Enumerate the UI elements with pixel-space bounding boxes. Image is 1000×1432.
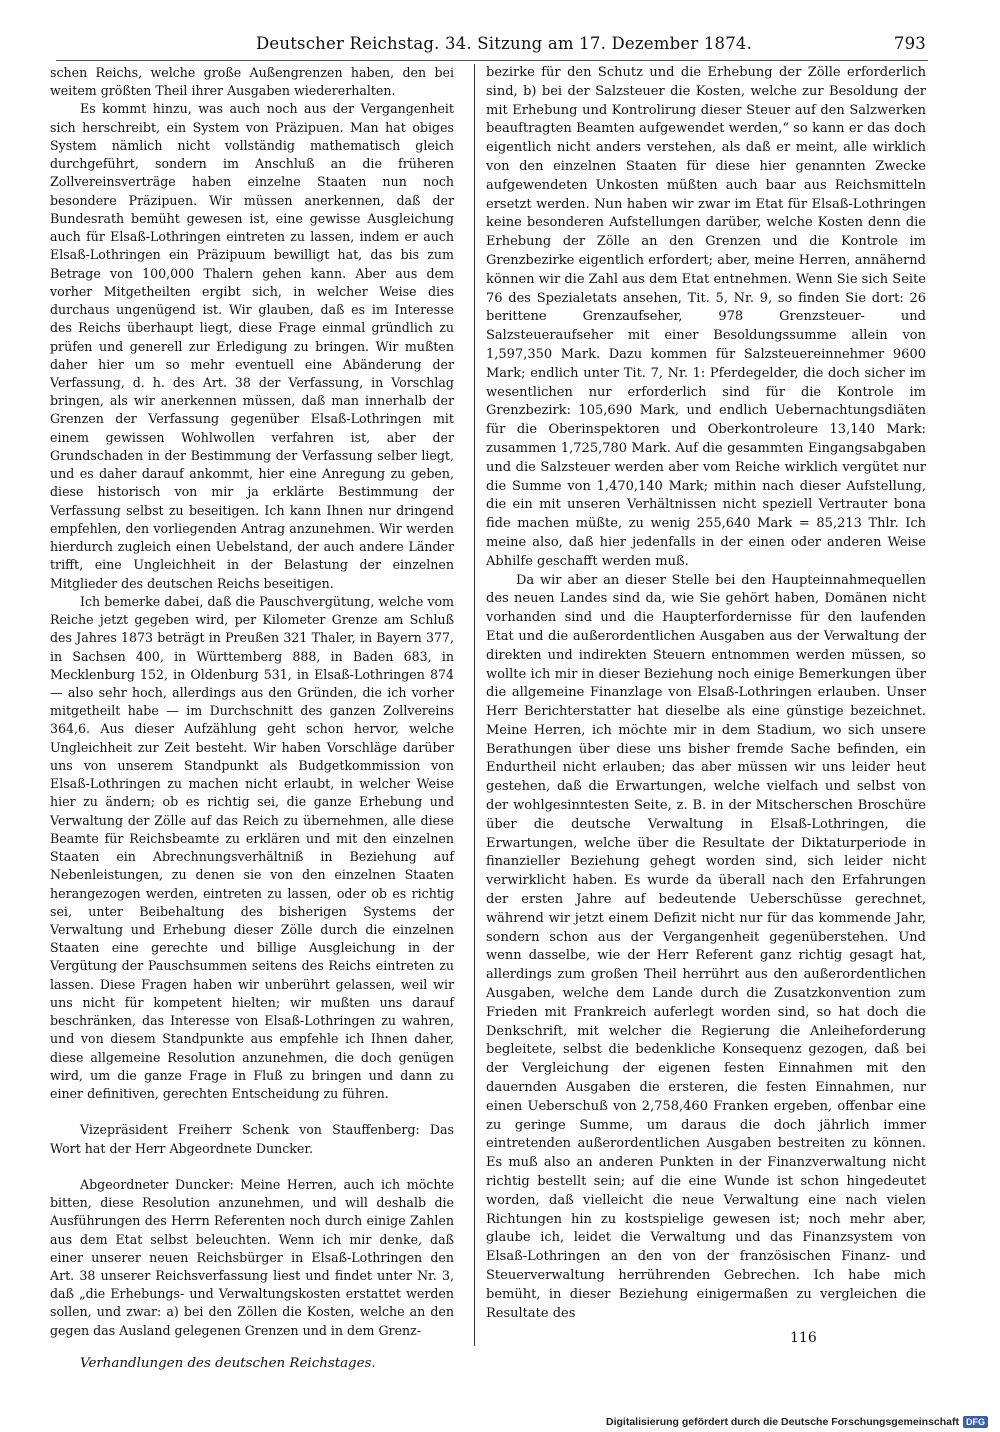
footer-signature: 116: [790, 1330, 817, 1346]
dfg-logo: DFG: [963, 1416, 988, 1428]
digitization-text: Digitalisierung gefördert durch die Deutsche Forschungsgemeinschaft: [606, 1416, 959, 1428]
right-column: [486, 64, 926, 1323]
speaker-paragraph: Vizepräsident Freiherr Schenk von Stauffenberg: Das Wort hat der Herr Abgeordnete Duncker.: [50, 1122, 454, 1156]
paragraph: Da wir aber an dieser Stelle bei den Haupteinnahmequellen des neuen Landes sind da, wie Sie gehört haben, Domänen nicht vorhanden sind und die Haupterfordernisse für den laufenden Etat und die außerordentlichen Ausgaben aus der Verwaltung der direkten und indirekten Steuern entnommen werden müssen, so wollte ich mir in dieser Beziehung noch einige Bemerkungen über die allgemeine Finanzlage von Elsaß-Lothringen erlauben. Unser Herr Berichterstatter hat dieselbe als eine günstige bezeichnet. Meine Herren, ich möchte mir in dem Stadium, wo sich unsere Berathungen über diese uns bisher fremde Sache befinden, ein Endurtheil nicht erlauben; das aber müssen wir uns leider heut gestehen, daß die Erwartungen, welche vielfach und selbst von der wohlgesinntesten Seite, z. B. in der Mitscherschen Broschüre über die deutsche Verwaltung in Elsaß-Lothringen, die Erwartungen, welche über die Resultate der Diktaturperiode in finanzieller Beziehung gehegt worden sind, sich leider nicht verwirklicht haben. Es wurde da überall nach den Erfahrungen der ersten Jahre auf bedeutende Ueberschüsse gerechnet, während wir jetzt einem Defizit nicht nur für das kommende Jahr, sondern schon aus der Vergangenheit gegenüberstehen. Und wenn dasselbe, wie der Herr Referent ganz richtig gesagt hat, allerdings zum großen Theil herrührt aus den außerordentlichen Ausgaben, welche dem Lande durch die Zusatzkonvention zum Frieden mit Frankreich auferlegt worden sind, so hat doch die Denkschrift, mit welcher die Regierung die Anleiheforderung begleitete, selbst die bedenkliche Konsequenz gezogen, daß bei der Vergleichung der eigenen festen Einnahmen mit den dauernden Ausgaben die ersteren, die festen Einnahmen, nur einen Ueberschuß von 2,758,460 Franken ergeben, offenbar eine zu geringe Summe, um daraus die doch jährlich immer eintretenden außerordentlichen Ausgaben bestreiten zu können. Es muß also an anderen Punkten in der Finanzverwaltung nicht richtig bestellt sein; auf die eine Wunde ist schon hingedeutet worden, daß vielleicht die neue Verwaltung eine nach vielen Richtungen hin zu kostspielige gewesen ist; noch mehr aber, glaube ich, leidet die Verwaltung und das Finanzsystem von Elsaß-Lothringen an den von der französischen Finanz- und Steuerverwaltung herrührenden Gebrechen. Ich habe mich bemüht, in dieser Beziehung einigermaßen zu vergleichen die Resultate des: [486, 572, 926, 1321]
left-column: [50, 64, 454, 1338]
paragraph: Es kommt hinzu, was auch noch aus der Vergangenheit sich herschreibt, ein System von Präzipuen. Man hat obiges System nämlich nicht vollständig mathematisch gleich durchgeführt, sondern im Anschluß an die früheren Zollvereinsverträge haben einzelne Staaten nun noch besondere Präzipuen. Wir müssen anerkennen, daß der Bundesrath bemüht gewesen ist, eine gewisse Ausgleichung auch für Elsaß-Lothringen eintreten zu lassen, indem er auch Elsaß-Lothringen ein Präzipuum bewilligt hat, das bis zum Betrage von 100,000 Thalern gehen kann. Aber aus dem vorher Mitgetheilten ergibt sich, in welcher Weise dies durchaus ungenügend ist. Wir glauben, daß es im Interesse des Reichs überhaupt liegt, diese Frage einmal gründlich zu prüfen und generell zur Erledigung zu bringen. Wir mußten daher hier um so mehr eventuell eine Abänderung der Verfassung, d. h. des Art. 38 der Verfassung, in Vorschlag bringen, als wir anerkennen müssen, daß man innerhalb der Grenzen der Verfassung gegenüber Elsaß-Lothringen mit einem gewissen Wohlwollen verfahren ist, aber der Grundschaden in der Bestimmung der Verfassung selber liegt, und es daher darauf ankommt, hier eine Anregung zu geben, diese historisch von mir ja erklärte Bestimmung der Verfassung selbst zu beseitigen. Ich kann Ihnen nur dringend empfehlen, den vorliegenden Antrag anzunehmen. Wir werden hierdurch zugleich einen Uebelstand, der auch andere Länder trifft, eine Ungleichheit in der Belastung der einzelnen Mitglieder des deutschen Reichs beseitigen.: [50, 101, 454, 591]
paragraph: Ich bemerke dabei, daß die Pauschvergütung, welche vom Reiche jetzt gegeben wird, per Kilometer Grenze am Schluß des Jahres 1873 beträgt in Preußen 321 Thaler, in Bayern 377, in Sachsen 400, in Württemberg 888, in Baden 683, in Mecklenburg 152, in Oldenburg 531, in Elsaß-Lothringen 874 — also sehr hoch, allerdings aus den Gründen, die ich vorher mitgetheilt habe — im Durchschnitt des ganzen Zollvereins 364,6. Aus dieser Aufzählung geht schon hervor, welche Ungleichheit zur Zeit besteht. Wir haben Vorschläge darüber uns von unserem Standpunkt als Budgetkommission von Elsaß-Lothringen zu machen nicht erlaubt, in welcher Weise hier zu ändern; ob es richtig sei, die ganze Erhebung und Verwaltung der Zölle auf das Reich zu übernehmen, alle diese Beamte für Reichsbeamte zu erklären und mit den einzelnen Staaten ein Abrechnungsverhältniß in Beziehung auf Nebenleistungen, zu denen sie von den einzelnen Staaten herangezogen werden, eintreten zu lassen, oder ob es richtig sei, unter Beibehaltung des bisherigen Systems der Verwaltung und Erhebung dieser Zölle durch die einzelnen Staaten eine gerechte und billige Ausgleichung in der Vergütung der Pauschsummen seitens des Reichs eintreten zu lassen. Diese Fragen haben wir unberührt gelassen, weil wir uns nicht für kompetent hielten; wir mußten uns darauf beschränken, das Interesse von Elsaß-Lothringen zu wahren, und von diesem Standpunkte aus empfehle ich Ihnen daher, diese allgemeine Resolution anzunehmen, die doch genügen wird, um die ganze Frage in Fluß zu bringen und dann zu einer definitiven, gerechten Entscheidung zu führen.: [50, 593, 454, 1102]
page-number: 793: [893, 34, 926, 53]
header-title: Deutscher Reichstag. 34. Sitzung am 17. Dezember 1874.: [256, 34, 753, 53]
speaker-paragraph: Abgeordneter Duncker: Meine Herren, auch ich möchte bitten, diese Resolution anzunehmen, und will deshalb die Ausführungen des Herrn Referenten noch durch einige Zahlen aus dem Etat selbst beleuchten. Wenn ich mir denke, daß einer unserer neuen Reichsbürger in Elsaß-Lothringen den Art. 38 unserer Reichsverfassung liest und findet unter Nr. 3, daß „die Erhebungs- und Verwaltungskosten erstattet werden sollen, und zwar: a) bei den Zöllen die Kosten, welche an den gegen das Ausland gelegenen Grenzen und in dem Grenz-: [50, 1176, 454, 1338]
paragraph: bezirke für den Schutz und die Erhebung der Zölle erforderlich sind, b) bei der Salzsteuer die Kosten, welche zur Besoldung der mit Erhebung und Kontrolirung dieser Steuer auf den Salzwerken beauftragten Beamten aufgewendet werden,“ so kann er das doch eigentlich nicht anders verstehen, als daß er meint, alle wirklich von den einzelnen Staaten für diese hier genannten Zwecke aufgewendeten Unkosten müßten auch baar aus Reichsmitteln ersetzt werden. Nun haben wir zwar im Etat für Elsaß-Lothringen keine besonderen Aufstellungen darüber, welche Kosten denn die Erhebung der Zölle an den Grenzen und die Kontrole im Grenzbezirke eigentlich erfordert; aber, meine Herren, annähernd können wir die Zahl aus dem Etat entnehmen. Wenn Sie sich Seite 76 des Spezialetats ansehen, Tit. 5, Nr. 9, so finden Sie dort: 26 berittene Grenzaufseher, 978 Grenzsteuer- und Salzsteueraufseher mit einer Besoldungssumme allein von 1,597,350 Mark. Dazu kommen für Salzsteuereinnehmer 9600 Mark; endlich unter Tit. 7, Nr. 1: Pferdegelder, die doch sicher im wesentlichen nur erforderlich sind für die Kontrole im Grenzbezirk: 105,690 Mark, und endlich Uebernachtungsdiäten für die Oberinspektoren und Oberkontroleure 13,140 Mark: zusammen 1,725,780 Mark. Auf die gesammten Eingangsabgaben und die Salzsteuer werden aber vom Reiche wirklich vergütet nur die Summe von 1,470,140 Mark; mithin nach dieser Aufstellung, die ein mit unseren Verhältnissen nicht speziell Vertrauter bona fide machen müßte, zu wenig 255,640 Mark = 85,213 Thlr. Ich meine also, daß hier jedenfalls in der einen oder anderen Weise Abhilfe geschafft werden muß.: [486, 65, 926, 569]
paragraph: schen Reichs, welche große Außengrenzen haben, den bei weitem größten Theil ihrer Ausgaben wiedererhalten.: [50, 65, 454, 99]
digitization-credit: [606, 1416, 988, 1428]
footer-publication: Verhandlungen des deutschen Reichstages.: [80, 1356, 376, 1371]
page-header: [56, 32, 926, 58]
header-rule: [56, 60, 928, 61]
column-divider: [474, 64, 475, 1346]
